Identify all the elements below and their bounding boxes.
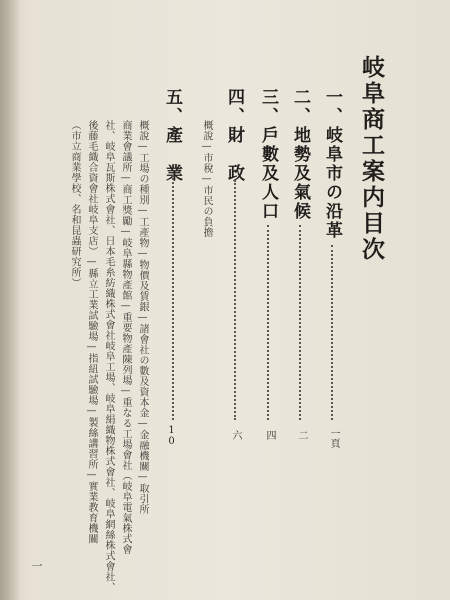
finance-subentries: 概說—市稅—市民の負擔 [201, 120, 212, 238]
industry-subentries-line1: 概說—工場の種別—工產物—物價及賃銀—諸會社の數及資本金—金融機關—取引所 [137, 120, 148, 515]
industry-subentries-line2: 商業會議所—商工獎勵—岐阜縣物產館—重要物產陳列場—重なる工場會社（岐阜電氣株式會 [120, 120, 131, 555]
leader-dots [267, 225, 269, 420]
page-number: 10 [166, 425, 177, 447]
toc-entry-finance: 四、財 政 [224, 88, 244, 183]
industry-subentries-line4: 後藤毛織合資會社岐阜支店）—縣立工業試驗場—指紐試驗場—製絲講習所—實業教育機關 [86, 120, 97, 544]
industry-subentries-line3: 社、岐阜瓦斯株式會社、日本毛糸紡織株式會社岐阜工場、岐阜絹織物株式會社、岐阜網絲株式會社、 [103, 120, 114, 593]
page-folio: 一 [30, 560, 43, 571]
toc-title: 岐阜商工案内目次 [358, 55, 385, 263]
page-number: 一頁 [328, 428, 339, 448]
leader-dots [234, 180, 236, 420]
page-number: 四 [264, 430, 275, 440]
toc-entry-population: 三、戶數及人口 [258, 88, 278, 221]
binding-shadow [0, 0, 20, 600]
leader-dots [172, 175, 174, 420]
leader-dots [299, 225, 301, 420]
toc-entry-history: 一、岐阜市の沿革 [322, 88, 342, 240]
page-number: 二 [296, 430, 307, 440]
toc-entry-geography: 二、地勢及氣候 [290, 88, 310, 221]
page-number: 六 [230, 430, 241, 440]
leader-dots [331, 245, 333, 420]
toc-entry-industry: 五、產 業 [162, 88, 182, 183]
industry-subentries-line5: （市立商業學校、名和昆蟲研究所） [69, 120, 80, 288]
